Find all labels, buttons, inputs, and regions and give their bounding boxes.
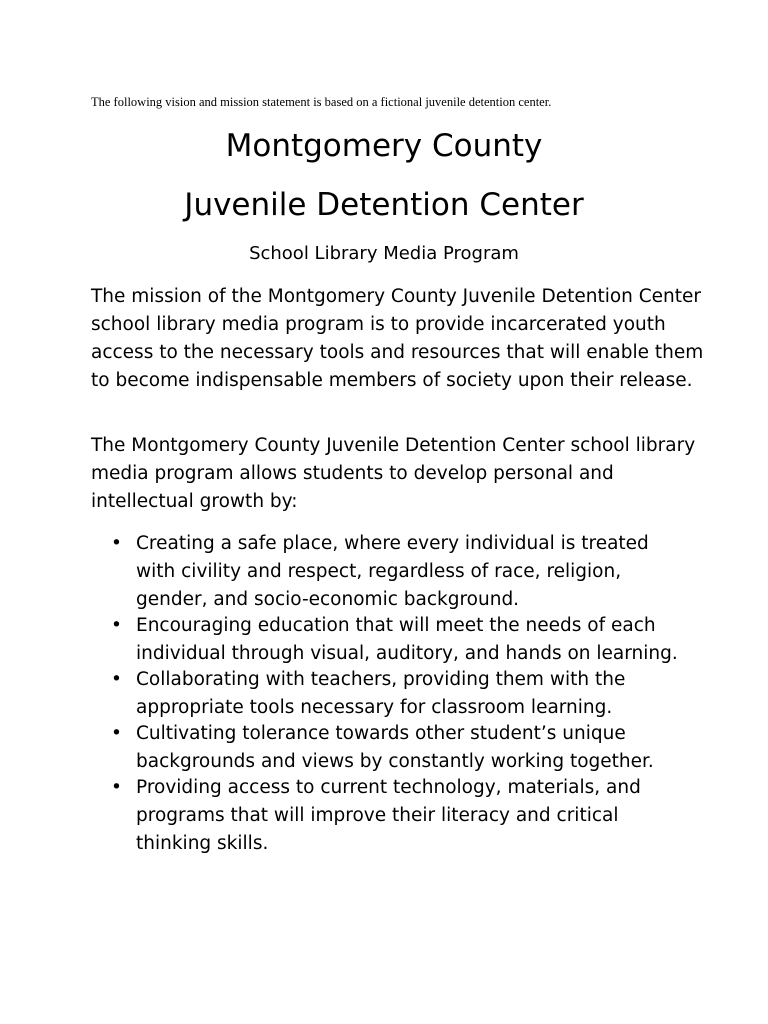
- program-subtitle: School Library Media Program: [249, 243, 519, 264]
- intro-paragraph: The Montgomery County Juvenile Detention Center school library media program allows students to develop personal and intellectual growth by:: [91, 435, 696, 512]
- list-item-text: Encouraging education that will meet the needs of each individual through visual, auditory, and hands on learning.: [136, 615, 678, 664]
- title-center: Juvenile Detention Center: [184, 187, 584, 223]
- bullet-icon: •: [111, 723, 122, 744]
- mission-paragraph: The mission of the Montgomery County Juvenile Detention Center school library media program is to provide incarcerated youth access to the necessary tools and resources that will enable them to become indispensable members of society upon their release.: [91, 286, 704, 391]
- bullet-icon: •: [111, 615, 122, 636]
- list-item: [91, 666, 691, 722]
- list-item-text: Creating a safe place, where every individual is treated with civility and respect, regardless of race, religion, gender, and socio-economic background.: [136, 533, 649, 610]
- bullet-icon: •: [111, 777, 122, 798]
- list-item: [91, 530, 691, 614]
- list-item: [91, 720, 691, 776]
- list-item: [91, 612, 691, 668]
- list-item-text: Cultivating tolerance towards other student’s unique backgrounds and views by constantly working together.: [136, 723, 654, 772]
- title-county: Montgomery County: [225, 128, 543, 164]
- list-item: [91, 774, 691, 858]
- bullet-icon: •: [111, 669, 122, 690]
- disclaimer-note: The following vision and mission statement is based on a fictional juvenile detention center.: [91, 95, 552, 109]
- list-item-text: Providing access to current technology, materials, and programs that will improve their literacy and critical thinking skills.: [136, 777, 641, 854]
- bullet-icon: •: [111, 533, 122, 554]
- goals-list: [91, 530, 691, 856]
- list-item-text: Collaborating with teachers, providing them with the appropriate tools necessary for classroom learning.: [136, 669, 626, 718]
